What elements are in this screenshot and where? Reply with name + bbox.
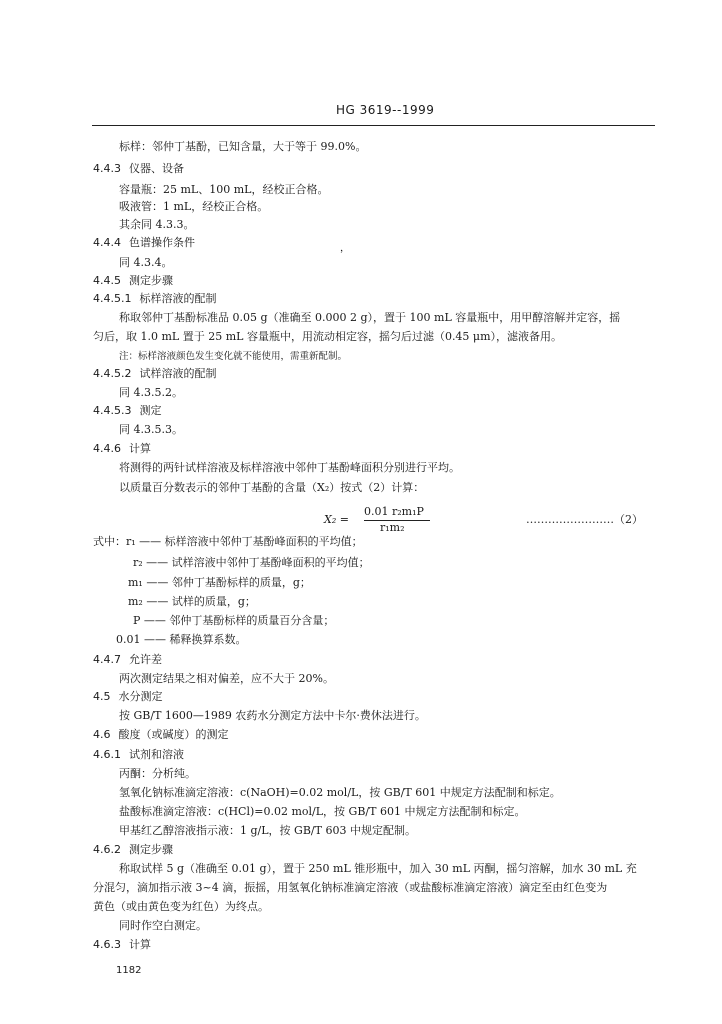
- body-line: 同 4.3.4。: [119, 256, 173, 269]
- section-heading-4-6-3: [93, 938, 151, 952]
- body-line: 两次测定结果之相对偏差，应不大于 20%。: [119, 672, 334, 685]
- body-line: 同 4.3.5.3。: [119, 423, 183, 436]
- body-line: 容量瓶：25 mL、100 mL，经校正合格。: [119, 183, 329, 196]
- section-number: 4.4.5: [93, 274, 121, 287]
- section-title: 试样溶液的配制: [139, 367, 217, 380]
- section-number: 4.6.2: [93, 843, 121, 856]
- equation-number: ……………………（2）: [526, 513, 643, 526]
- section-title: 计算: [129, 938, 151, 951]
- section-title: 计算: [129, 442, 151, 455]
- section-title: 测定步骤: [129, 274, 173, 287]
- section-heading-4-4-7: [93, 653, 162, 667]
- section-heading-4-5: [93, 690, 163, 704]
- section-number: 4.6: [93, 728, 111, 741]
- body-line: 吸液管：1 mL，经校正合格。: [119, 200, 269, 213]
- variable-definition: P —— 邻仲丁基酚标样的质量百分含量；: [133, 614, 335, 627]
- stray-mark: ，: [340, 243, 350, 254]
- page-number: 1182: [116, 965, 142, 976]
- section-heading-4-4-3: [93, 162, 184, 176]
- variable-definition: m₁ —— 邻仲丁基酚标样的质量，g；: [128, 576, 311, 589]
- section-title: 仪器、设备: [129, 162, 184, 175]
- variable-definition: 0.01 —— 稀释换算系数。: [116, 633, 247, 646]
- body-line: 称取邻仲丁基酚标准品 0.05 g（准确至 0.000 2 g），置于 100 mL 容量瓶中，用甲醇溶解并定容，摇: [119, 311, 621, 324]
- variable-definition: r₂ —— 试样溶液中邻仲丁基酚峰面积的平均值；: [133, 556, 370, 569]
- body-line: 以质量百分数表示的邻仲丁基酚的含量（X₂）按式（2）计算：: [119, 481, 425, 494]
- section-heading-4-4-6: [93, 442, 151, 456]
- section-heading-4-4-5-3: [93, 404, 161, 418]
- formula-2: [324, 505, 434, 535]
- body-line: 氢氧化钠标准滴定溶液：c(NaOH)=0.02 mol/L，按 GB/T 601 中规定方法配制和标定。: [119, 786, 561, 799]
- section-number: 4.4.5.1: [93, 292, 132, 305]
- section-title: 试剂和溶液: [129, 748, 184, 761]
- section-heading-4-4-5-1: [93, 292, 216, 306]
- section-number: 4.4.5.3: [93, 404, 132, 417]
- formula-lhs: X₂ =: [324, 513, 349, 526]
- section-number: 4.6.3: [93, 938, 121, 951]
- section-heading-4-4-4: [93, 236, 195, 250]
- section-title: 标样溶液的配制: [139, 292, 217, 305]
- formula-denominator: r₁m₂: [380, 521, 405, 534]
- section-number: 4.5: [93, 690, 111, 703]
- section-number: 4.4.5.2: [93, 367, 132, 380]
- section-title: 酸度（或碱度）的测定: [118, 728, 229, 741]
- body-line: 称取试样 5 g（准确至 0.01 g），置于 250 mL 锥形瓶中，加入 30 mL 丙酮，摇匀溶解，加水 30 mL 充: [119, 862, 637, 875]
- section-heading-4-6-2: [93, 843, 173, 857]
- section-heading-4-6-1: [93, 748, 184, 762]
- section-number: 4.4.7: [93, 653, 121, 666]
- section-number: 4.4.6: [93, 442, 121, 455]
- section-number: 4.4.3: [93, 162, 121, 175]
- section-title: 测定步骤: [129, 843, 173, 856]
- body-line: 丙酮：分析纯。: [119, 767, 196, 780]
- section-title: 允许差: [129, 653, 162, 666]
- body-line: 将测得的两针试样溶液及标样溶液中邻仲丁基酚峰面积分别进行平均。: [119, 461, 460, 474]
- body-line: 标样：邻仲丁基酚，已知含量，大于等于 99.0%。: [119, 140, 367, 153]
- note-line: 注：标样溶液颜色发生变化就不能使用，需重新配制。: [119, 351, 348, 362]
- section-heading-4-6: [93, 728, 229, 742]
- body-line: 甲基红乙醇溶液指示液：1 g/L，按 GB/T 603 中规定配制。: [119, 824, 416, 837]
- variable-definition: 式中：r₁ —— 标样溶液中邻仲丁基酚峰面积的平均值；: [93, 535, 363, 548]
- section-number: 4.4.4: [93, 236, 121, 249]
- body-line: 同 4.3.5.2。: [119, 386, 183, 399]
- body-line: 按 GB/T 1600—1989 农药水分测定方法中卡尔·费休法进行。: [119, 709, 426, 722]
- section-heading-4-4-5-2: [93, 367, 216, 381]
- body-line: 黄色（或由黄色变为红色）为终点。: [93, 900, 269, 913]
- section-number: 4.6.1: [93, 748, 121, 761]
- section-title: 水分测定: [118, 690, 163, 703]
- standard-code-header: HG 3619--1999: [336, 103, 435, 117]
- formula-numerator: 0.01 r₂m₁P: [364, 505, 424, 518]
- section-title: 测定: [139, 404, 162, 417]
- body-line: 盐酸标准滴定溶液：c(HCl)=0.02 mol/L，按 GB/T 601 中规定方法配制和标定。: [119, 805, 526, 818]
- header-rule: [92, 125, 655, 126]
- body-line: 匀后，取 1.0 mL 置于 25 mL 容量瓶中，用流动相定容，摇匀后过滤（0.45 μm），滤液备用。: [93, 330, 563, 343]
- body-line: 同时作空白测定。: [119, 919, 207, 932]
- section-heading-4-4-5: [93, 274, 173, 288]
- section-title: 色谱操作条件: [129, 236, 195, 249]
- variable-definition: m₂ —— 试样的质量，g；: [128, 595, 256, 608]
- body-line: 分混匀，滴加指示液 3~4 滴，振摇，用氢氧化钠标准滴定溶液（或盐酸标准滴定溶液）滴定至由红色变为: [93, 881, 608, 894]
- body-line: 其余同 4.3.3。: [119, 218, 195, 231]
